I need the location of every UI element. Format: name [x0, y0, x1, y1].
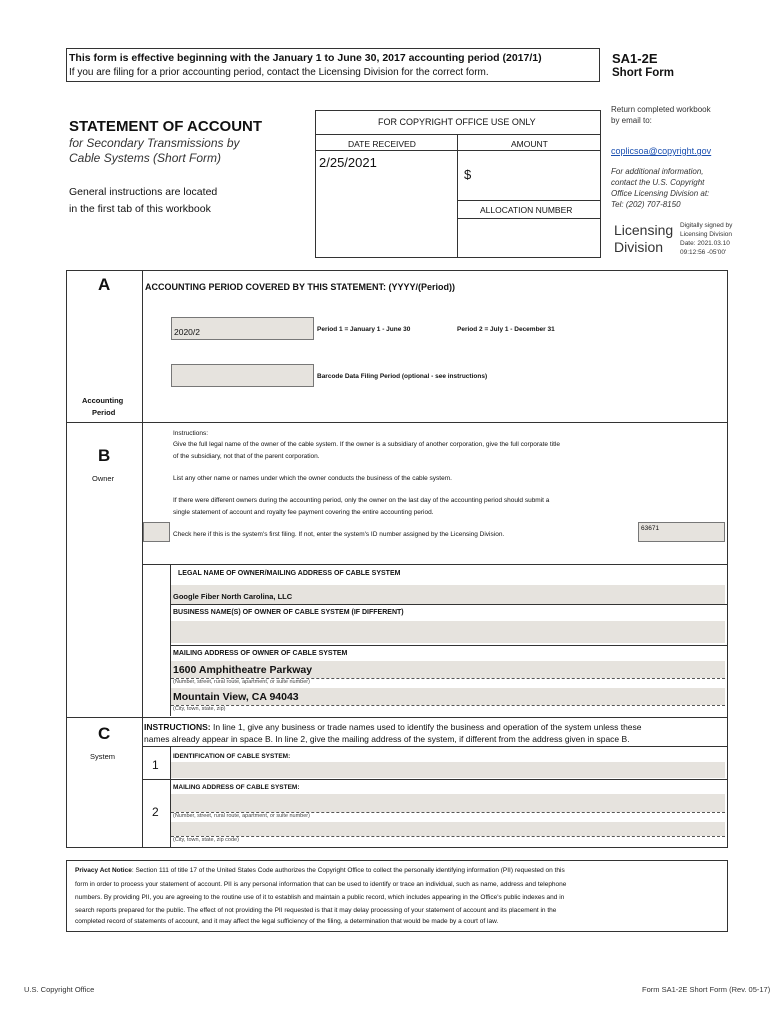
section-b-instructions-line1: Give the full legal name of the owner of the cable system. If the owner is a subsidiary of another corporation, give the full corporate title	[173, 441, 560, 448]
section-b-instructions-line2: of the subsidiary, not that of the parent corporation.	[173, 453, 320, 460]
signature-detail-line3: Date: 2021.03.10	[680, 240, 730, 247]
period2-note: Period 2 = July 1 - December 31	[457, 326, 555, 333]
system-identification-field[interactable]	[171, 762, 725, 778]
amount-label: AMOUNT	[511, 139, 548, 149]
line2-number: 2	[152, 805, 159, 819]
barcode-period-field[interactable]	[171, 364, 314, 387]
system-city-hint: (City, town, state, zip code)	[173, 837, 239, 843]
section-c-instructions-bold: INSTRUCTIONS:	[144, 722, 211, 732]
section-b-label: Owner	[92, 474, 115, 483]
city-hint: (City, town, state, zip)	[173, 706, 226, 712]
contact-info-line1: For additional information,	[611, 167, 704, 176]
subtitle-line1: for Secondary Transmissions by	[69, 136, 240, 150]
first-filing-label: Check here if this is the system's first filing. If not, enter the system's ID number assigned by the Licensing Division.	[173, 531, 505, 538]
form-type: Short Form	[612, 67, 674, 79]
signature-detail-line1: Digitally signed by	[680, 222, 733, 229]
period1-note: Period 1 = January 1 - June 30	[317, 326, 411, 333]
privacy-line5: completed record of statements of account, and it may affect the legal sufficiency of the filing, a determination that would be made by a court of law.	[75, 918, 499, 925]
signature-name-line2: Division	[614, 239, 664, 255]
allocation-number-label: ALLOCATION NUMBER	[480, 205, 573, 215]
privacy-line3: numbers. By providing PII, you are agreeing to the routine use of it to establish and maintain a public record, which includes appearing in the Office's public indexes and in	[75, 894, 565, 901]
section-b-instructions-line5: single statement of account and royalty fee payment covering the entire accounting period.	[173, 509, 434, 516]
street-hint: (Number, street, rural route, apartment, or suite number)	[173, 679, 310, 685]
city-value: Mountain View, CA 94043	[173, 691, 299, 703]
section-b-instructions-line3: List any other name or names under which the owner conducts the business of the cable system.	[173, 475, 452, 482]
contact-info-line2: contact the U.S. Copyright	[611, 178, 705, 187]
privacy-line1	[75, 867, 565, 874]
legal-name-label: LEGAL NAME OF OWNER/MAILING ADDRESS OF CABLE SYSTEM	[178, 570, 401, 577]
instructions-note-line2: in the first tab of this workbook	[69, 203, 211, 215]
page-title: STATEMENT OF ACCOUNT	[69, 118, 263, 135]
section-b-instructions-line4: If there were different owners during the accounting period, only the owner on the last day of the accounting period should submit a	[173, 497, 550, 504]
form-code: SA1-2E	[612, 51, 658, 66]
legal-name-value: Google Fiber North Carolina, LLC	[173, 592, 293, 601]
system-street-hint: (Number, street, rural route, apartment, or suite number)	[173, 813, 310, 819]
privacy-line2: form in order to process your statement of account. PII is any personal information that can be used to identify or trace an individual, such as name, address and telephone	[75, 881, 567, 888]
system-id-value: 63671	[641, 525, 660, 532]
return-note-line2: by email to:	[611, 116, 652, 125]
footer-right: Form SA1-2E Short Form (Rev. 05-17)	[642, 985, 770, 994]
section-c-instructions-line1	[144, 722, 642, 732]
return-note-line1: Return completed workbook	[611, 105, 711, 114]
instructions-note-line1: General instructions are located	[69, 186, 218, 198]
street-value: 1600 Amphitheatre Parkway	[173, 664, 313, 676]
system-identification-label: IDENTIFICATION OF CABLE SYSTEM:	[173, 753, 291, 760]
signature-name-line1: Licensing	[614, 222, 674, 238]
business-name-label: BUSINESS NAME(S) OF OWNER OF CABLE SYSTEM (IF DIFFERENT)	[173, 609, 404, 616]
amount-value[interactable]: $	[464, 167, 472, 182]
signature-detail-line4: 09:12:56 -05'00'	[680, 249, 727, 256]
section-a-label-line2: Period	[92, 408, 116, 417]
accounting-period-value: 2020/2	[174, 327, 200, 337]
business-name-field[interactable]	[171, 621, 725, 643]
office-use-heading: FOR COPYRIGHT OFFICE USE ONLY	[378, 117, 536, 127]
contact-phone: Tel: (202) 707-8150	[611, 200, 681, 209]
email-link[interactable]: coplicsoa@copyright.gov	[611, 146, 712, 156]
first-filing-checkbox[interactable]	[143, 522, 170, 542]
privacy-bold: Privacy Act Notice	[75, 867, 132, 874]
footer-left: U.S. Copyright Office	[24, 985, 95, 994]
section-c-instructions-line2: names already appear in space B. In line 2, give the mailing address of the system, if different from the address given in space B.	[144, 734, 630, 744]
privacy-line4: search reports prepared for the public. The effect of not providing the PII requested is that it may delay processing of your statement of account and its placement in the	[75, 907, 557, 914]
system-mailing-label: MAILING ADDRESS OF CABLE SYSTEM:	[173, 784, 300, 791]
office-use-box	[315, 110, 601, 258]
section-a-label-line1: Accounting	[82, 396, 124, 405]
system-street-field[interactable]	[171, 794, 725, 812]
effective-notice-line2: If you are filing for a prior accounting period, contact the Licensing Division for the correct form.	[69, 67, 489, 78]
date-received-label: DATE RECEIVED	[348, 139, 416, 149]
section-c-label: System	[90, 752, 116, 761]
section-b-instructions-title: Instructions:	[173, 430, 209, 437]
system-city-field[interactable]	[171, 822, 725, 836]
effective-notice-line1: This form is effective beginning with the January 1 to June 30, 2017 accounting period (2017/1)	[69, 52, 542, 64]
section-a-letter: A	[98, 275, 111, 294]
section-b-letter: B	[98, 446, 111, 465]
privacy-line1-text: : Section 111 of title 17 of the United States Code authorizes the Copyright Office to collect the personally identifying information (PII) requested on this	[131, 867, 565, 874]
subtitle-line2: Cable Systems (Short Form)	[69, 151, 222, 165]
line1-number: 1	[152, 758, 159, 772]
barcode-period-label: Barcode Data Filing Period (optional - see instructions)	[317, 373, 488, 380]
signature-detail-line2: Licensing Division	[680, 231, 733, 238]
contact-info-line3: Office Licensing Division at:	[611, 189, 710, 198]
section-c-letter: C	[98, 724, 111, 743]
date-received-value[interactable]: 2/25/2021	[319, 155, 377, 170]
mailing-address-label: MAILING ADDRESS OF OWNER OF CABLE SYSTEM	[173, 650, 348, 657]
section-c-instructions-text1: In line 1, give any business or trade names used to identify the business and operation of the system unless these	[210, 722, 642, 732]
section-a-heading: ACCOUNTING PERIOD COVERED BY THIS STATEMENT: (YYYY/(Period))	[145, 282, 456, 292]
